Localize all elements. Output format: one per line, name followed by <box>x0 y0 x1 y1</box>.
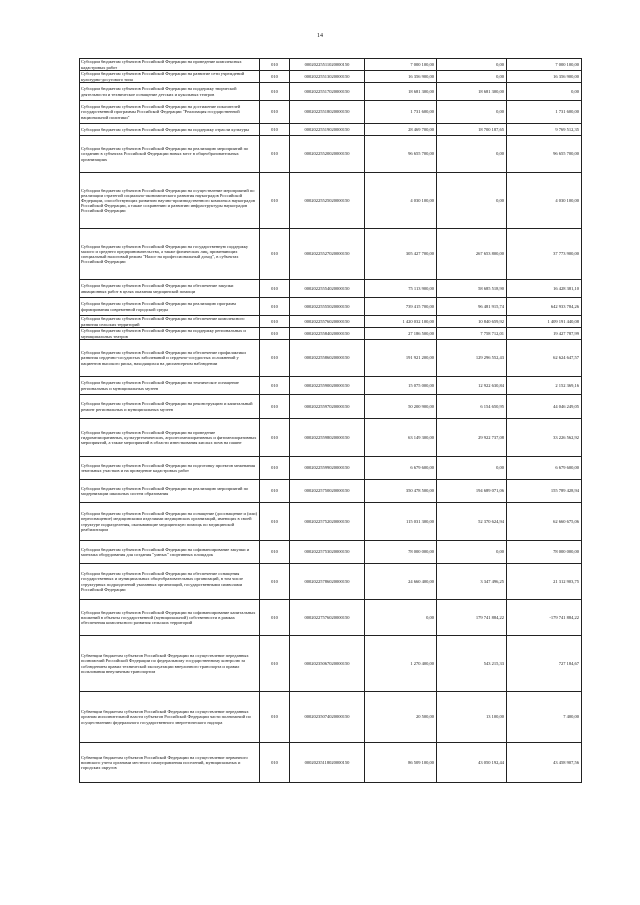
row-remaining-cell: 642 933 784,26 <box>507 298 582 316</box>
row-name-cell: Субсидии бюджетам субъектов Российской Федерации на оснащение (дооснащение и (или) переоснащение) медицинскими изделиями медицинских организаций, имеющих в своей структуре подразделения, оказывающие медицинскую помощь по медицинской реабилитации <box>80 503 260 541</box>
row-code-cell: 010 <box>260 328 290 340</box>
row-approved-cell: 1 731 600,00 <box>365 101 437 124</box>
row-name-cell: Субвенции бюджетам субъектов Российской Федерации на осуществление первичного воинского учета органами местного самоуправления поселений, муниципальных и городских округов <box>80 743 260 783</box>
row-kbk-cell: 00020225554020000150 <box>290 280 365 298</box>
row-name-cell: Субсидии бюджетам субъектов Российской Федерации на осуществление мероприятий по реализации стратегий социально-экономического развития наукоградов Российской Федерации, способствующих развитию научно-производственного комплекса наукоградов Российской Федерации, а также сохранению и развитию инфраструктуры наукоградов Российской Федерации <box>80 173 260 229</box>
row-code-cell: 010 <box>260 83 290 101</box>
row-remaining-cell: 62 660 675,06 <box>507 503 582 541</box>
table-row <box>80 395 582 419</box>
row-kbk-cell: 00020225513020000150 <box>290 71 365 83</box>
row-executed-cell: 0,00 <box>437 457 507 480</box>
table-row <box>80 564 582 600</box>
row-kbk-cell: 00020227576020000150 <box>290 600 365 636</box>
table-row <box>80 173 582 229</box>
row-kbk-cell: 00020225599020000150 <box>290 457 365 480</box>
row-executed-cell: 0,00 <box>437 71 507 83</box>
table-row <box>80 600 582 636</box>
budget-table <box>79 58 582 783</box>
row-name-cell: Субсидии бюджетам субъектов Российской Федерации на реконструкцию и капитальный ремонт региональных и муниципальных музеев <box>80 395 260 419</box>
row-name-cell: Субвенции бюджетам субъектов Российской Федерации на осуществление переданных полномочий Российской Федерации по федеральному государственному контролю за соблюдением правил технической эксплуатации внеуличного транспорта и правил пользования внеуличным транспортом <box>80 636 260 692</box>
row-executed-cell: 18 700 187,65 <box>437 124 507 136</box>
row-kbk-cell: 00020225511020000150 <box>290 59 365 71</box>
row-kbk-cell: 00020225527020000150 <box>290 229 365 280</box>
table-row <box>80 480 582 503</box>
row-executed-cell: 0,00 <box>437 541 507 564</box>
row-code-cell: 010 <box>260 280 290 298</box>
row-code-cell: 010 <box>260 600 290 636</box>
row-executed-cell: 10 840 659,92 <box>437 316 507 328</box>
row-code-cell: 010 <box>260 692 290 743</box>
row-executed-cell: 267 653 800,00 <box>437 229 507 280</box>
row-remaining-cell: 9 769 512,35 <box>507 124 582 136</box>
row-remaining-cell: 62 624 647,57 <box>507 340 582 377</box>
row-name-cell: Субсидии бюджетам субъектов Российской Федерации на обеспечение закупки авиационных работ в целях оказания медицинской помощи <box>80 280 260 298</box>
row-code-cell: 010 <box>260 173 290 229</box>
row-name-cell: Субсидии бюджетам субъектов Российской Федерации на софинансирование капитальных вложений в объекты государственной (муниципальной) собственности в рамках обеспечения комплексного развития сельских территорий <box>80 600 260 636</box>
row-kbk-cell: 00020225590020000150 <box>290 377 365 395</box>
row-remaining-cell: 78 000 000,00 <box>507 541 582 564</box>
row-approved-cell: 27 186 500,00 <box>365 328 437 340</box>
row-kbk-cell: 00020235074020000150 <box>290 692 365 743</box>
row-remaining-cell: 33 226 562,92 <box>507 419 582 457</box>
row-name-cell: Субсидии бюджетам субъектов Российской Федерации на реализацию мероприятий по созданию в субъектах Российской Федерации новых мест в общеобразовательных организациях <box>80 136 260 173</box>
row-remaining-cell: 7 400,00 <box>507 692 582 743</box>
table-row <box>80 636 582 692</box>
table-row <box>80 298 582 316</box>
row-remaining-cell: 155 789 428,94 <box>507 480 582 503</box>
row-name-cell: Субсидии бюджетам субъектов Российской Федерации на развитие сети учреждений культурно-досугового типа <box>80 71 260 83</box>
row-code-cell: 010 <box>260 395 290 419</box>
row-name-cell: Субсидии бюджетам субъектов Российской Федерации на техническое оснащение региональных и муниципальных музеев <box>80 377 260 395</box>
row-name-cell: Субсидии бюджетам субъектов Российской Федерации на обеспечение оснащения государственных и муниципальных общеобразовательных организаций, в том числе структурных подразделений указанных организаций, государственными символами Российской Федерации <box>80 564 260 600</box>
table-row <box>80 316 582 328</box>
table-row <box>80 340 582 377</box>
row-approved-cell: 96 655 700,00 <box>365 136 437 173</box>
row-kbk-cell: 00020225753020000150 <box>290 541 365 564</box>
row-approved-cell: 50 200 900,00 <box>365 395 437 419</box>
row-kbk-cell: 00020235067020000150 <box>290 636 365 692</box>
row-code-cell: 010 <box>260 136 290 173</box>
row-remaining-cell: 16 428 381,10 <box>507 280 582 298</box>
table-row <box>80 503 582 541</box>
row-approved-cell: 15 075 000,00 <box>365 377 437 395</box>
table-row <box>80 328 582 340</box>
row-executed-cell: 7 758 712,01 <box>437 328 507 340</box>
table-row <box>80 71 582 83</box>
row-executed-cell: 0,00 <box>437 173 507 229</box>
row-code-cell: 010 <box>260 743 290 783</box>
row-remaining-cell: 1 409 191 440,08 <box>507 316 582 328</box>
row-kbk-cell: 00020225520020000150 <box>290 136 365 173</box>
row-name-cell: Субсидии бюджетам субъектов Российской Федерации на проведение комплексных кадастровых работ <box>80 59 260 71</box>
row-code-cell: 010 <box>260 377 290 395</box>
row-executed-cell: 18 681 300,00 <box>437 83 507 101</box>
row-remaining-cell: 16 356 900,00 <box>507 71 582 83</box>
row-approved-cell: 115 031 300,00 <box>365 503 437 541</box>
row-code-cell: 010 <box>260 457 290 480</box>
row-code-cell: 010 <box>260 480 290 503</box>
row-name-cell: Субсидии бюджетам субъектов Российской Федерации на государственную поддержку малого и среднего предпринимательства, а также физических лиц, применяющих специальный налоговый режим "Налог на профессиональный доход", в субъектах Российской Федерации <box>80 229 260 280</box>
row-executed-cell: 194 689 071,06 <box>437 480 507 503</box>
row-executed-cell: 52 370 624,94 <box>437 503 507 541</box>
row-name-cell: Субсидии бюджетам субъектов Российской Федерации на реализацию мероприятий по модернизации школьных систем образования <box>80 480 260 503</box>
row-name-cell: Субсидии бюджетам субъектов Российской Федерации на подготовку проектов межевания земельных участков и на проведение кадастровых работ <box>80 457 260 480</box>
table-row <box>80 743 582 783</box>
row-name-cell: Субсидии бюджетам субъектов Российской Федерации на проведение гидромелиоративных, культуртехнических, агролесомелиоративных и фитомелиоративных мероприятий, а также мероприятий в области известкования кислых почв на пашне <box>80 419 260 457</box>
row-name-cell: Субсидии бюджетам субъектов Российской Федерации на софинансирование закупки и монтажа оборудования для создания "умных" спортивных площадок <box>80 541 260 564</box>
table-row <box>80 136 582 173</box>
row-executed-cell: 0,00 <box>437 136 507 173</box>
row-remaining-cell: 7 000 100,00 <box>507 59 582 71</box>
row-approved-cell: 86 509 100,00 <box>365 743 437 783</box>
row-kbk-cell: 00020225555020000150 <box>290 298 365 316</box>
row-executed-cell: 96 481 915,74 <box>437 298 507 316</box>
row-code-cell: 010 <box>260 541 290 564</box>
row-code-cell: 010 <box>260 298 290 316</box>
row-code-cell: 010 <box>260 229 290 280</box>
row-approved-cell: 18 681 300,00 <box>365 83 437 101</box>
row-executed-cell: 0,00 <box>437 59 507 71</box>
row-approved-cell: 305 427 700,00 <box>365 229 437 280</box>
table-row <box>80 541 582 564</box>
row-code-cell: 010 <box>260 316 290 328</box>
row-remaining-cell: 19 427 787,99 <box>507 328 582 340</box>
row-executed-cell: 543 215,33 <box>437 636 507 692</box>
row-kbk-cell: 00020225517020000150 <box>290 83 365 101</box>
row-name-cell: Субсидии бюджетам субъектов Российской Федерации на обеспечение профилактики развития сердечно-сосудистых заболеваний и сердечно-сосудистых осложнений у пациентов высокого риска, находящихся на диспансерном наблюдении <box>80 340 260 377</box>
row-executed-cell: 3 347 496,25 <box>437 564 507 600</box>
row-approved-cell: 16 356 900,00 <box>365 71 437 83</box>
table-row <box>80 59 582 71</box>
row-approved-cell: 1 270 400,00 <box>365 636 437 692</box>
row-approved-cell: 0,00 <box>365 600 437 636</box>
row-executed-cell: 129 296 552,43 <box>437 340 507 377</box>
row-remaining-cell: 44 046 249,05 <box>507 395 582 419</box>
row-code-cell: 010 <box>260 419 290 457</box>
row-name-cell: Субсидии бюджетам субъектов Российской Федерации на поддержку отрасли культуры <box>80 124 260 136</box>
row-approved-cell: 350 478 500,00 <box>365 480 437 503</box>
row-kbk-cell: 00020235118020000150 <box>290 743 365 783</box>
row-approved-cell: 24 660 400,00 <box>365 564 437 600</box>
budget-table-body <box>80 59 582 783</box>
row-name-cell: Субвенции бюджетам субъектов Российской Федерации на осуществление переданных органам исполнительной власти субъектов Российской Федерации части полномочий по осуществлению федерального государственного энергетического надзора <box>80 692 260 743</box>
row-approved-cell: 739 415 700,00 <box>365 298 437 316</box>
row-executed-cell: 179 741 884,22 <box>437 600 507 636</box>
row-code-cell: 010 <box>260 340 290 377</box>
row-remaining-cell: 43 458 907,56 <box>507 743 582 783</box>
row-name-cell: Субсидии бюджетам субъектов Российской Федерации на обеспечение комплексного развития сельских территорий <box>80 316 260 328</box>
row-kbk-cell: 00020225518020000150 <box>290 101 365 124</box>
row-code-cell: 010 <box>260 71 290 83</box>
row-kbk-cell: 00020225597020000150 <box>290 395 365 419</box>
row-approved-cell: 28 469 700,00 <box>365 124 437 136</box>
row-code-cell: 010 <box>260 636 290 692</box>
table-row <box>80 101 582 124</box>
table-row <box>80 457 582 480</box>
row-name-cell: Субсидии бюджетам субъектов Российской Федерации на поддержку региональных и муниципальных театров <box>80 328 260 340</box>
row-approved-cell: 78 000 000,00 <box>365 541 437 564</box>
row-code-cell: 010 <box>260 503 290 541</box>
row-approved-cell: 7 000 100,00 <box>365 59 437 71</box>
row-kbk-cell: 00020225576020000150 <box>290 316 365 328</box>
row-approved-cell: 4 030 100,00 <box>365 173 437 229</box>
row-approved-cell: 75 113 900,00 <box>365 280 437 298</box>
table-row <box>80 419 582 457</box>
row-kbk-cell: 00020225750020000150 <box>290 480 365 503</box>
row-executed-cell: 29 922 737,08 <box>437 419 507 457</box>
page-number: 14 <box>317 33 323 39</box>
table-row <box>80 83 582 101</box>
row-remaining-cell: 37 773 900,00 <box>507 229 582 280</box>
row-executed-cell: 0,00 <box>437 101 507 124</box>
row-executed-cell: 6 154 650,95 <box>437 395 507 419</box>
row-name-cell: Субсидии бюджетам субъектов Российской Федерации на поддержку творческой деятельности и техническое оснащение детских и кукольных театров <box>80 83 260 101</box>
row-approved-cell: 20 500,00 <box>365 692 437 743</box>
row-remaining-cell: 0,00 <box>507 83 582 101</box>
row-executed-cell: 13 100,00 <box>437 692 507 743</box>
table-row <box>80 124 582 136</box>
row-remaining-cell: 2 152 369,16 <box>507 377 582 395</box>
row-remaining-cell: 727 184,67 <box>507 636 582 692</box>
row-kbk-cell: 00020225586020000150 <box>290 340 365 377</box>
row-remaining-cell: 4 030 100,00 <box>507 173 582 229</box>
table-row <box>80 229 582 280</box>
row-approved-cell: 1 420 032 100,00 <box>365 316 437 328</box>
row-approved-cell: 63 149 300,00 <box>365 419 437 457</box>
table-row <box>80 280 582 298</box>
table-row <box>80 692 582 743</box>
row-kbk-cell: 00020225786020000150 <box>290 564 365 600</box>
row-approved-cell: 191 921 200,00 <box>365 340 437 377</box>
row-kbk-cell: 00020225752020000150 <box>290 503 365 541</box>
row-kbk-cell: 00020225519020000150 <box>290 124 365 136</box>
row-remaining-cell: -179 741 884,22 <box>507 600 582 636</box>
row-name-cell: Субсидии бюджетам субъектов Российской Федерации на достижение показателей государственной программы Российской Федерации "Реализация государственной национальной политики" <box>80 101 260 124</box>
row-kbk-cell: 00020225525020000150 <box>290 173 365 229</box>
table-row <box>80 377 582 395</box>
row-executed-cell: 43 050 192,44 <box>437 743 507 783</box>
row-executed-cell: 58 685 518,90 <box>437 280 507 298</box>
row-code-cell: 010 <box>260 564 290 600</box>
row-code-cell: 010 <box>260 101 290 124</box>
row-code-cell: 010 <box>260 59 290 71</box>
row-remaining-cell: 6 679 600,00 <box>507 457 582 480</box>
row-remaining-cell: 96 655 700,00 <box>507 136 582 173</box>
row-remaining-cell: 21 312 903,75 <box>507 564 582 600</box>
row-executed-cell: 12 922 630,84 <box>437 377 507 395</box>
row-code-cell: 010 <box>260 124 290 136</box>
row-kbk-cell: 00020225598020000150 <box>290 419 365 457</box>
row-kbk-cell: 00020225584020000150 <box>290 328 365 340</box>
row-approved-cell: 6 679 600,00 <box>365 457 437 480</box>
row-remaining-cell: 1 731 600,00 <box>507 101 582 124</box>
row-name-cell: Субсидии бюджетам субъектов Российской Федерации на реализацию программ формирования современной городской среды <box>80 298 260 316</box>
